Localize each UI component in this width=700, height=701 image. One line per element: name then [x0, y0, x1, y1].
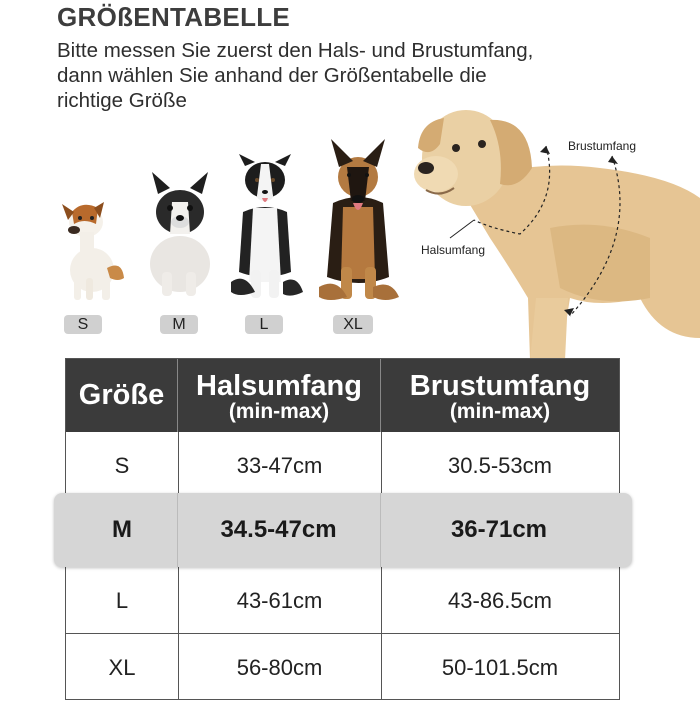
- french-bulldog-icon: [140, 172, 220, 300]
- border-collie-icon: [225, 152, 305, 302]
- table-header: [66, 359, 619, 432]
- page-title: GRÖßENTABELLE: [57, 2, 291, 32]
- instructions-line-1: Bitte messen Sie zuerst den Hals- und Brustumfang,: [57, 39, 534, 62]
- cell-chest: 50-101.5cm: [441, 654, 559, 680]
- size-label-xl: XL: [333, 315, 373, 334]
- cell-neck: 56-80cm: [236, 654, 323, 680]
- size-label-l: L: [245, 315, 283, 334]
- cell-neck: 43-61cm: [236, 587, 323, 613]
- neck-label: Halsumfang: [421, 243, 486, 257]
- cell-size: S: [114, 452, 130, 478]
- header-neck-sub: (min-max): [228, 400, 330, 423]
- instructions-line-3: richtige Größe: [57, 89, 187, 112]
- labrador-measurement-illustration: [400, 98, 700, 360]
- size-label-m: M: [160, 315, 198, 334]
- header-neck: [178, 359, 381, 432]
- cell-neck: 33-47cm: [236, 452, 323, 478]
- german-shepherd-icon: [313, 137, 403, 304]
- header-neck-label: Halsumfang: [196, 370, 362, 402]
- header-size: [66, 359, 178, 432]
- header-chest: [381, 359, 619, 432]
- header-chest-label: Brustumfang: [409, 370, 591, 402]
- header-chest-sub: (min-max): [449, 400, 551, 423]
- cell-chest-highlighted: 36-71cm: [450, 516, 548, 543]
- size-label-s: S: [64, 315, 102, 334]
- cell-size-highlighted: M: [112, 516, 132, 543]
- cell-size: XL: [108, 654, 136, 680]
- chest-label: Brustumfang: [568, 139, 637, 153]
- jack-russell-icon: [52, 190, 132, 305]
- cell-chest: 30.5-53cm: [448, 452, 552, 478]
- table-row-xl: [66, 634, 619, 701]
- cell-neck-highlighted: 34.5-47cm: [220, 516, 337, 543]
- cell-size: L: [115, 587, 129, 613]
- table-row-l: [66, 567, 619, 634]
- header-size-label: Größe: [78, 379, 165, 411]
- table-row-s: [66, 432, 619, 499]
- instructions-line-2: dann wählen Sie anhand der Größentabelle die: [57, 64, 487, 87]
- cell-chest: 43-86.5cm: [448, 587, 552, 613]
